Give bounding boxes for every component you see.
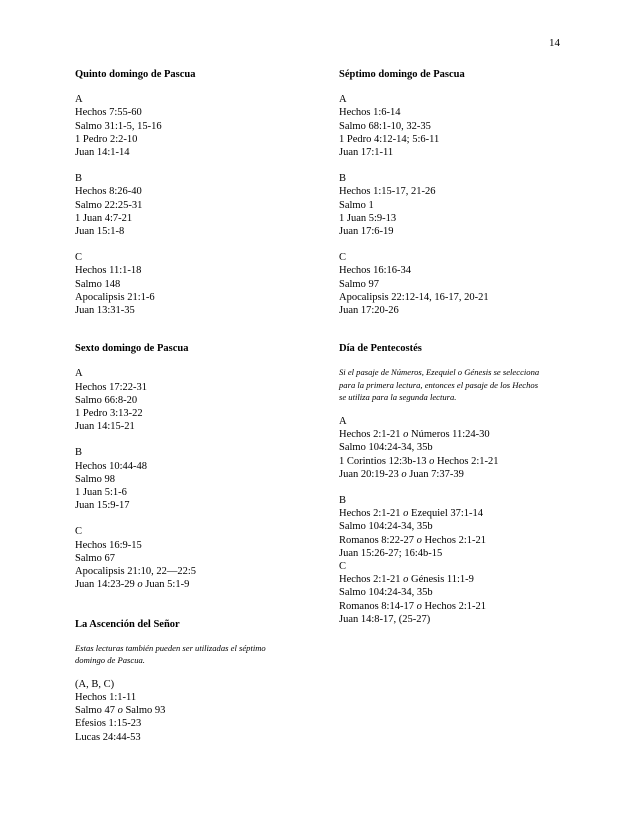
reading-line: 1 Pedro 3:13-22 xyxy=(75,408,143,420)
reading-line: 1 Pedro 2:2-10 xyxy=(75,133,138,145)
reading-line: B xyxy=(75,447,83,459)
reading-line: Juan 17:1-11 xyxy=(339,147,394,159)
reading-line: Hechos 10:44-48 xyxy=(75,460,148,472)
reading-line: Hechos 1:15-17, 21-26 xyxy=(339,186,436,198)
reading-line: (A, B, C) xyxy=(75,678,115,690)
reading-line: C xyxy=(339,252,347,264)
left-column xyxy=(75,68,315,744)
reading-line-alt: Romanos 8:22-27 o Hechos 2:1-21 xyxy=(339,534,486,546)
section-title-septimo: Séptimo domingo de Pascua xyxy=(339,69,465,80)
reading-line: Juan 14:1-14 xyxy=(75,147,130,159)
reading-line: Apocalipsis 22:12-14, 16-17, 20-21 xyxy=(339,291,489,303)
readings-group-c xyxy=(75,525,315,591)
reading-line: Apocalipsis 21:10, 22—22:5 xyxy=(75,566,197,578)
reading-line: Salmo 31:1-5, 15-16 xyxy=(75,120,162,132)
reading-line: Juan 15:1-8 xyxy=(75,226,125,238)
reading-line: Hechos 1:6-14 xyxy=(339,107,401,119)
reading-line: Hechos 1:1-11 xyxy=(75,691,137,703)
reading-line: B xyxy=(75,173,83,185)
readings-group-a xyxy=(339,415,575,481)
reading-line: 1 Juan 5:1-6 xyxy=(75,487,127,499)
reading-line: Hechos 17:22-31 xyxy=(75,381,148,393)
reading-line: Salmo 1 xyxy=(339,199,374,211)
reading-line: Salmo 104:24-34, 35b xyxy=(339,521,433,533)
readings-group-b xyxy=(339,172,575,238)
reading-line: Salmo 104:24-34, 35b xyxy=(339,587,433,599)
readings-group-c xyxy=(339,251,575,317)
reading-line: Juan 15:26-27; 16:4b-15 xyxy=(339,547,443,559)
reading-line: Juan 14:8-17, (25-27) xyxy=(339,613,431,625)
reading-line: Salmo 148 xyxy=(75,278,121,290)
right-column xyxy=(339,68,575,626)
reading-line: Salmo 67 xyxy=(75,552,115,564)
reading-line-alt: Juan 20:19-23 o Juan 7:37-39 xyxy=(339,468,464,480)
reading-line: Apocalipsis 21:1-6 xyxy=(75,291,155,303)
readings-group-b xyxy=(75,446,315,512)
reading-line-alt: Hechos 2:1-21 o Génesis 11:1-9 xyxy=(339,574,474,586)
reading-line: 1 Pedro 4:12-14; 5:6-11 xyxy=(339,133,440,145)
reading-line: Juan 15:9-17 xyxy=(75,500,130,512)
reading-line: Juan 13:31-35 xyxy=(75,305,135,317)
reading-line: C xyxy=(75,252,83,264)
section-note: Si el pasaje de Números, Ezequiel o Génesis se selecciona para la primera lectura, entonces el pasaje de los Hechos se utiliza para la segunda lectura. xyxy=(339,367,540,403)
reading-line: C xyxy=(339,560,347,572)
reading-line: Hechos 16:9-15 xyxy=(75,539,142,551)
reading-line-alt: Juan 14:23-29 o Juan 5:1-9 xyxy=(75,579,190,591)
page-number: 14 xyxy=(549,37,560,49)
section-note: Estas lecturas también pueden ser utilizadas el séptimo domingo de Pascua. xyxy=(75,642,266,666)
reading-line: Salmo 22:25-31 xyxy=(75,199,143,211)
reading-line-alt: Hechos 2:1-21 o Números 11:24-30 xyxy=(339,429,490,441)
readings-group-c xyxy=(339,560,575,626)
readings-group-a xyxy=(75,367,315,433)
reading-line: C xyxy=(75,526,83,538)
readings-group-a xyxy=(75,93,315,159)
reading-line: Hechos 8:26-40 xyxy=(75,186,142,198)
reading-line: Juan 14:15-21 xyxy=(75,421,135,433)
reading-line: Salmo 104:24-34, 35b xyxy=(339,442,433,454)
reading-line: Lucas 24:44-53 xyxy=(75,731,141,743)
reading-line: A xyxy=(75,368,83,380)
reading-line: Hechos 7:55-60 xyxy=(75,107,142,119)
reading-line: Efesios 1:15-23 xyxy=(75,718,142,730)
reading-line: B xyxy=(339,494,347,506)
section-title-ascension: La Ascención del Señor xyxy=(75,618,180,630)
readings-group-a xyxy=(339,93,575,159)
reading-line: Hechos 16:16-34 xyxy=(339,265,412,277)
readings-group-b xyxy=(75,172,315,238)
readings-group-b xyxy=(339,494,575,560)
reading-line-alt: Hechos 2:1-21 o Ezequiel 37:1-14 xyxy=(339,508,484,520)
reading-line: A xyxy=(339,415,347,427)
reading-line: A xyxy=(75,94,83,106)
reading-line: Juan 17:6-19 xyxy=(339,226,394,238)
reading-line: 1 Juan 4:7-21 xyxy=(75,212,133,224)
reading-line: B xyxy=(339,173,347,185)
reading-line: Hechos 11:1-18 xyxy=(75,265,142,277)
reading-line: A xyxy=(339,94,347,106)
reading-line-alt: Romanos 8:14-17 o Hechos 2:1-21 xyxy=(339,600,486,612)
section-title-pentecostes: Día de Pentecostés xyxy=(339,343,422,355)
reading-line-alt: Salmo 47 o Salmo 93 xyxy=(75,705,166,717)
section-title-quinto: Quinto domingo de Pascua xyxy=(75,69,196,80)
reading-line: Salmo 98 xyxy=(75,473,115,485)
reading-line: Salmo 66:8-20 xyxy=(75,394,138,406)
readings-group-abc xyxy=(75,678,315,744)
reading-line: Salmo 68:1-10, 32-35 xyxy=(339,120,431,132)
reading-line: 1 Juan 5:9-13 xyxy=(339,212,397,224)
section-title-sexto: Sexto domingo de Pascua xyxy=(75,343,189,355)
reading-line: Juan 17:20-26 xyxy=(339,305,399,317)
reading-line-alt: 1 Corintios 12:3b-13 o Hechos 2:1-21 xyxy=(339,455,499,467)
readings-group-c xyxy=(75,251,315,317)
reading-line: Salmo 97 xyxy=(339,278,379,290)
